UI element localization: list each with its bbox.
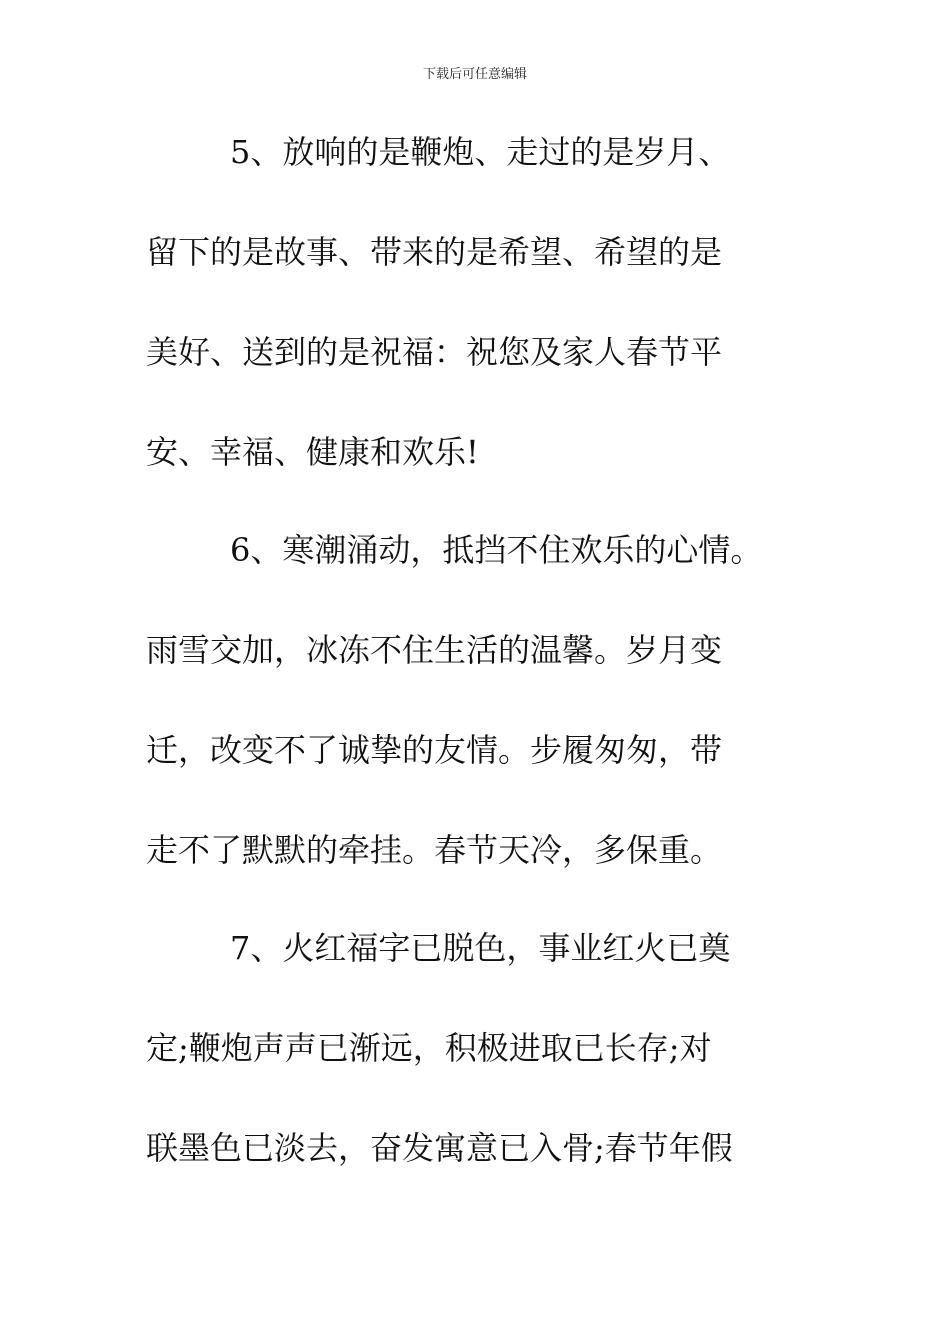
- text-line-6: 雨雪交加，冰冻不住生活的温馨。岁月变: [146, 631, 723, 669]
- text-line-1: 5、放响的是鞭炮、走过的是岁月、: [230, 133, 731, 171]
- text-line-9: 7、火红福字已脱色，事业红火已奠: [230, 929, 731, 967]
- text-line-5: 6、寒潮涌动，抵挡不住欢乐的心情。: [230, 531, 763, 569]
- text-line-7: 迁，改变不了诚挚的友情。步履匆匆，带: [146, 731, 723, 769]
- text-line-3: 美好、送到的是祝福：祝您及家人春节平: [146, 333, 723, 371]
- text-line-2: 留下的是故事、带来的是希望、希望的是: [146, 233, 723, 271]
- text-line-11: 联墨色已淡去，奋发寓意已入骨;春节年假: [146, 1129, 733, 1167]
- text-line-10: 定;鞭炮声声已渐远，积极进取已长存;对: [146, 1029, 712, 1067]
- text-line-4: 安、幸福、健康和欢乐!: [146, 433, 479, 471]
- page-header: 下载后可任意编辑: [422, 67, 527, 82]
- text-line-8: 走不了默默的牵挂。春节天冷，多保重。: [146, 831, 723, 869]
